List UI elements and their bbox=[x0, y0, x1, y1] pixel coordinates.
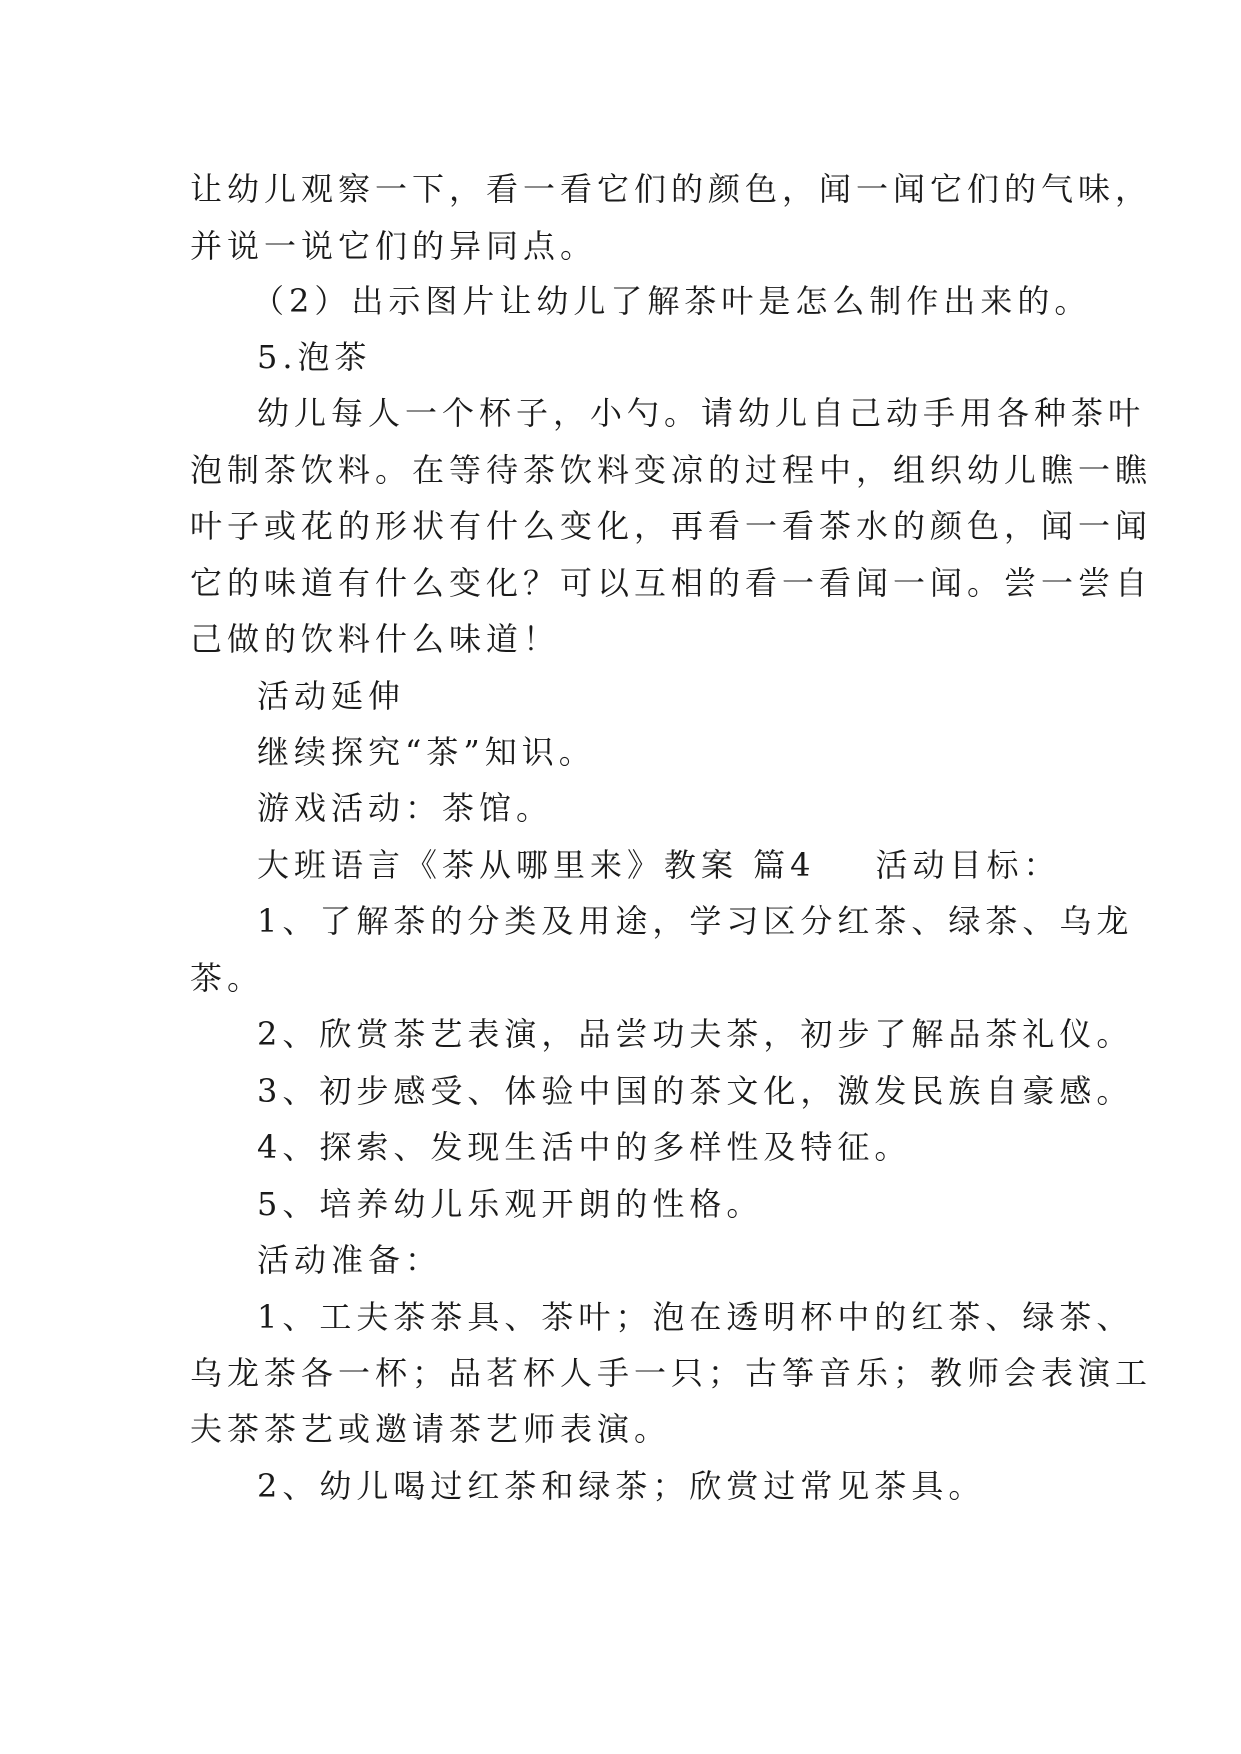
text-line: 幼儿每人一个杯子，小勺。请幼儿自己动手用各种茶叶 bbox=[257, 394, 1146, 432]
list-item: 2、欣赏茶艺表演，品尝功夫茶，初步了解品茶礼仪。 bbox=[257, 1015, 1134, 1053]
list-item: 3、初步感受、体验中国的茶文化，激发民族自豪感。 bbox=[257, 1072, 1134, 1110]
section-heading: 活动目标： bbox=[875, 846, 1061, 884]
list-item: 4、探索、发现生活中的多样性及特征。 bbox=[257, 1128, 912, 1166]
text-line: 游戏活动：茶馆。 bbox=[257, 789, 554, 827]
section-heading: 活动准备： bbox=[257, 1241, 443, 1279]
section-heading: 5.泡茶 bbox=[257, 338, 372, 376]
list-item: 5、培养幼儿乐观开朗的性格。 bbox=[257, 1185, 764, 1223]
text-line: 让幼儿观察一下，看一看它们的颜色，闻一闻它们的气味， bbox=[190, 170, 1153, 208]
text-line: 茶。 bbox=[190, 959, 265, 997]
text-line: 继续探究“茶”知识。 bbox=[257, 733, 596, 771]
text-line: 己做的饮料什么味道！ bbox=[190, 620, 561, 658]
text-line: （2）出示图片让幼儿了解茶叶是怎么制作出来的。 bbox=[252, 282, 1092, 320]
list-item: 1、工夫茶茶具、茶叶；泡在透明杯中的红茶、绿茶、 bbox=[257, 1298, 1134, 1336]
article-title: 大班语言《茶从哪里来》教案 篇4 bbox=[257, 846, 816, 884]
text-line: 并说一说它们的异同点。 bbox=[190, 227, 598, 265]
article-title-line bbox=[257, 836, 1137, 894]
section-heading: 活动延伸 bbox=[257, 677, 406, 715]
text-line: 夫茶茶艺或邀请茶艺师表演。 bbox=[190, 1410, 672, 1448]
list-item: 1、了解茶的分类及用途，学习区分红茶、绿茶、乌龙 bbox=[257, 902, 1134, 940]
text-line: 它的味道有什么变化？可以互相的看一看闻一闻。尝一尝自 bbox=[190, 564, 1153, 602]
text-line: 泡制茶饮料。在等待茶饮料变凉的过程中，组织幼儿瞧一瞧 bbox=[190, 451, 1153, 489]
text-line: 乌龙茶各一杯；品茗杯人手一只；古筝音乐；教师会表演工 bbox=[190, 1354, 1153, 1392]
list-item: 2、幼儿喝过红茶和绿茶；欣赏过常见茶具。 bbox=[257, 1467, 986, 1505]
text-line: 叶子或花的形状有什么变化，再看一看茶水的颜色，闻一闻 bbox=[190, 507, 1153, 545]
